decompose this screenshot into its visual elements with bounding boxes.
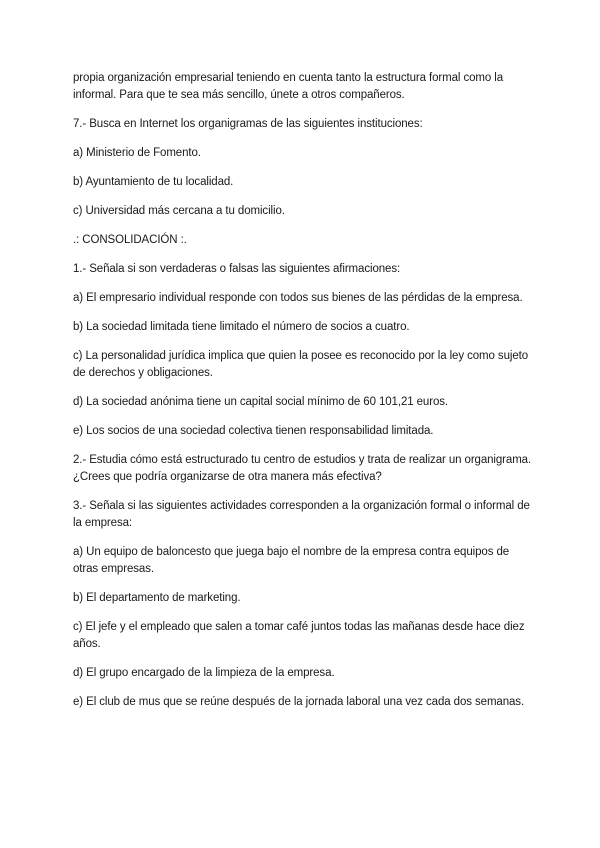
exercise-1-item-d: d) La sociedad anónima tiene un capital social mínimo de 60 101,21 euros.: [73, 396, 448, 408]
exercise-3-item-d: d) El grupo encargado de la limpieza de la empresa.: [73, 667, 335, 679]
exercise-7-item-a: a) Ministerio de Fomento.: [73, 147, 201, 159]
exercise-3-item-c: c) El jefe y el empleado que salen a tomar café juntos todas las mañanas desde hace diez años.: [73, 621, 525, 650]
exercise-7-item-c: c) Universidad más cercana a tu domicilio.: [73, 205, 285, 217]
exercise-2-text: 2.- Estudia cómo está estructurado tu centro de estudios y trata de realizar un organigrama. ¿Crees que podría organizarse de otra manera más efectiva?: [73, 454, 532, 483]
exercise-1-item-e: e) Los socios de una sociedad colectiva tienen responsabilidad limitada.: [73, 425, 434, 437]
exercise-1-heading: 1.- Señala si son verdaderas o falsas las siguientes afirmaciones:: [73, 263, 401, 275]
exercise-1-item-b: b) La sociedad limitada tiene limitado el número de socios a cuatro.: [73, 321, 410, 333]
exercise-1-item-a: a) El empresario individual responde con todos sus bienes de las pérdidas de la empresa.: [73, 292, 523, 304]
exercise-1-item-c: c) La personalidad jurídica implica que quien la posee es reconocido por la ley como sujeto de derechos y obligaciones.: [73, 350, 529, 379]
exercise-3-item-a: a) Un equipo de baloncesto que juega bajo el nombre de la empresa contra equipos de otras empresas.: [73, 546, 510, 575]
exercise-7-heading: 7.- Busca en Internet los organigramas de las siguientes instituciones:: [73, 118, 423, 130]
section-heading-consolidacion: .: CONSOLIDACIÓN :.: [73, 234, 187, 246]
document-page: [73, 70, 533, 723]
exercise-3-item-e: e) El club de mus que se reúne después de la jornada laboral una vez cada dos semanas.: [73, 696, 525, 708]
exercise-3-item-b: b) El departamento de marketing.: [73, 592, 241, 604]
exercise-7-item-b: b) Ayuntamiento de tu localidad.: [73, 176, 234, 188]
paragraph-intro-continuation: propia organización empresarial teniendo en cuenta tanto la estructura formal como la informal. Para que te sea más sencillo, únete a otros compañeros.: [73, 72, 504, 101]
exercise-3-heading: 3.- Señala si las siguientes actividades corresponden a la organización formal o informal de la empresa:: [73, 500, 530, 529]
